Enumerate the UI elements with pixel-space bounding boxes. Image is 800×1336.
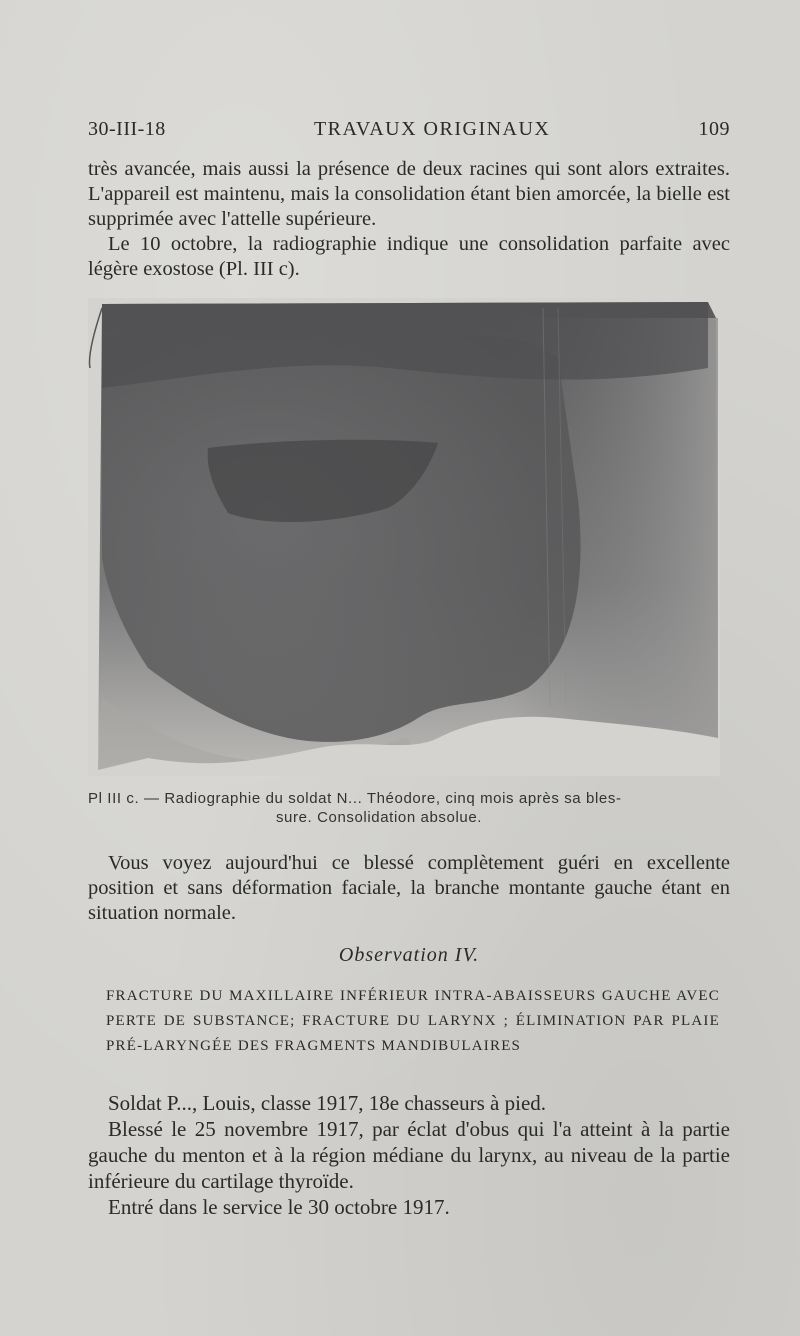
running-head [88, 118, 730, 141]
observation-line-3: Entré dans le service le 30 octobre 1917. [108, 1195, 450, 1219]
observation-line-1: Soldat P..., Louis, classe 1917, 18e chasseurs à pied. [108, 1091, 547, 1115]
observation-heading: FRACTURE DU MAXILLAIRE INFÉRIEUR INTRA-ABAISSEURS GAUCHE AVEC PERTE DE SUBSTANCE; FRACTURE DU LARYNX ; ÉLIMINATION PAR PLAIE PRÉ-LARYNGÉE DES FRAGMENTS MANDIBULAIRES [106, 988, 720, 1054]
caption-line-1: Pl III c. — Radiographie du soldat N... Théodore, cinq mois après sa bles- [88, 790, 622, 807]
header-title: TRAVAUX ORIGINAUX [313, 118, 551, 140]
observation-line-2: Blessé le 25 novembre 1917, par éclat d'obus qui l'a atteint à la partie gauche du menton et à la région médiane du larynx, au niveau de la partie inférieure du cartilage thyroïde. [88, 1117, 730, 1193]
figure-caption [88, 789, 730, 827]
paragraph-2: Le 10 octobre, la radiographie indique une consolidation parfaite avec légère exostose (Pl. III c). [88, 233, 730, 280]
radiograph-image [88, 298, 720, 776]
observation-title: Observation IV. [338, 944, 480, 966]
caption-line-2: sure. Consolidation absolue. [275, 809, 483, 826]
paragraph-1: très avancée, mais aussi la présence de deux racines qui sont alors extraites. L'appareil est maintenu, mais la consolidation étant bien amorcée, la bielle est supprimée avec l'attelle supérieure. [88, 158, 730, 230]
page-number: 109 [698, 118, 730, 140]
paragraph-3: Vous voyez aujourd'hui ce blessé complètement guéri en excellente position et sans déformation faciale, la branche montante gauche étant en situation normale. [88, 852, 730, 924]
header-date: 30-III-18 [88, 118, 166, 140]
observation-body [88, 1090, 730, 1220]
